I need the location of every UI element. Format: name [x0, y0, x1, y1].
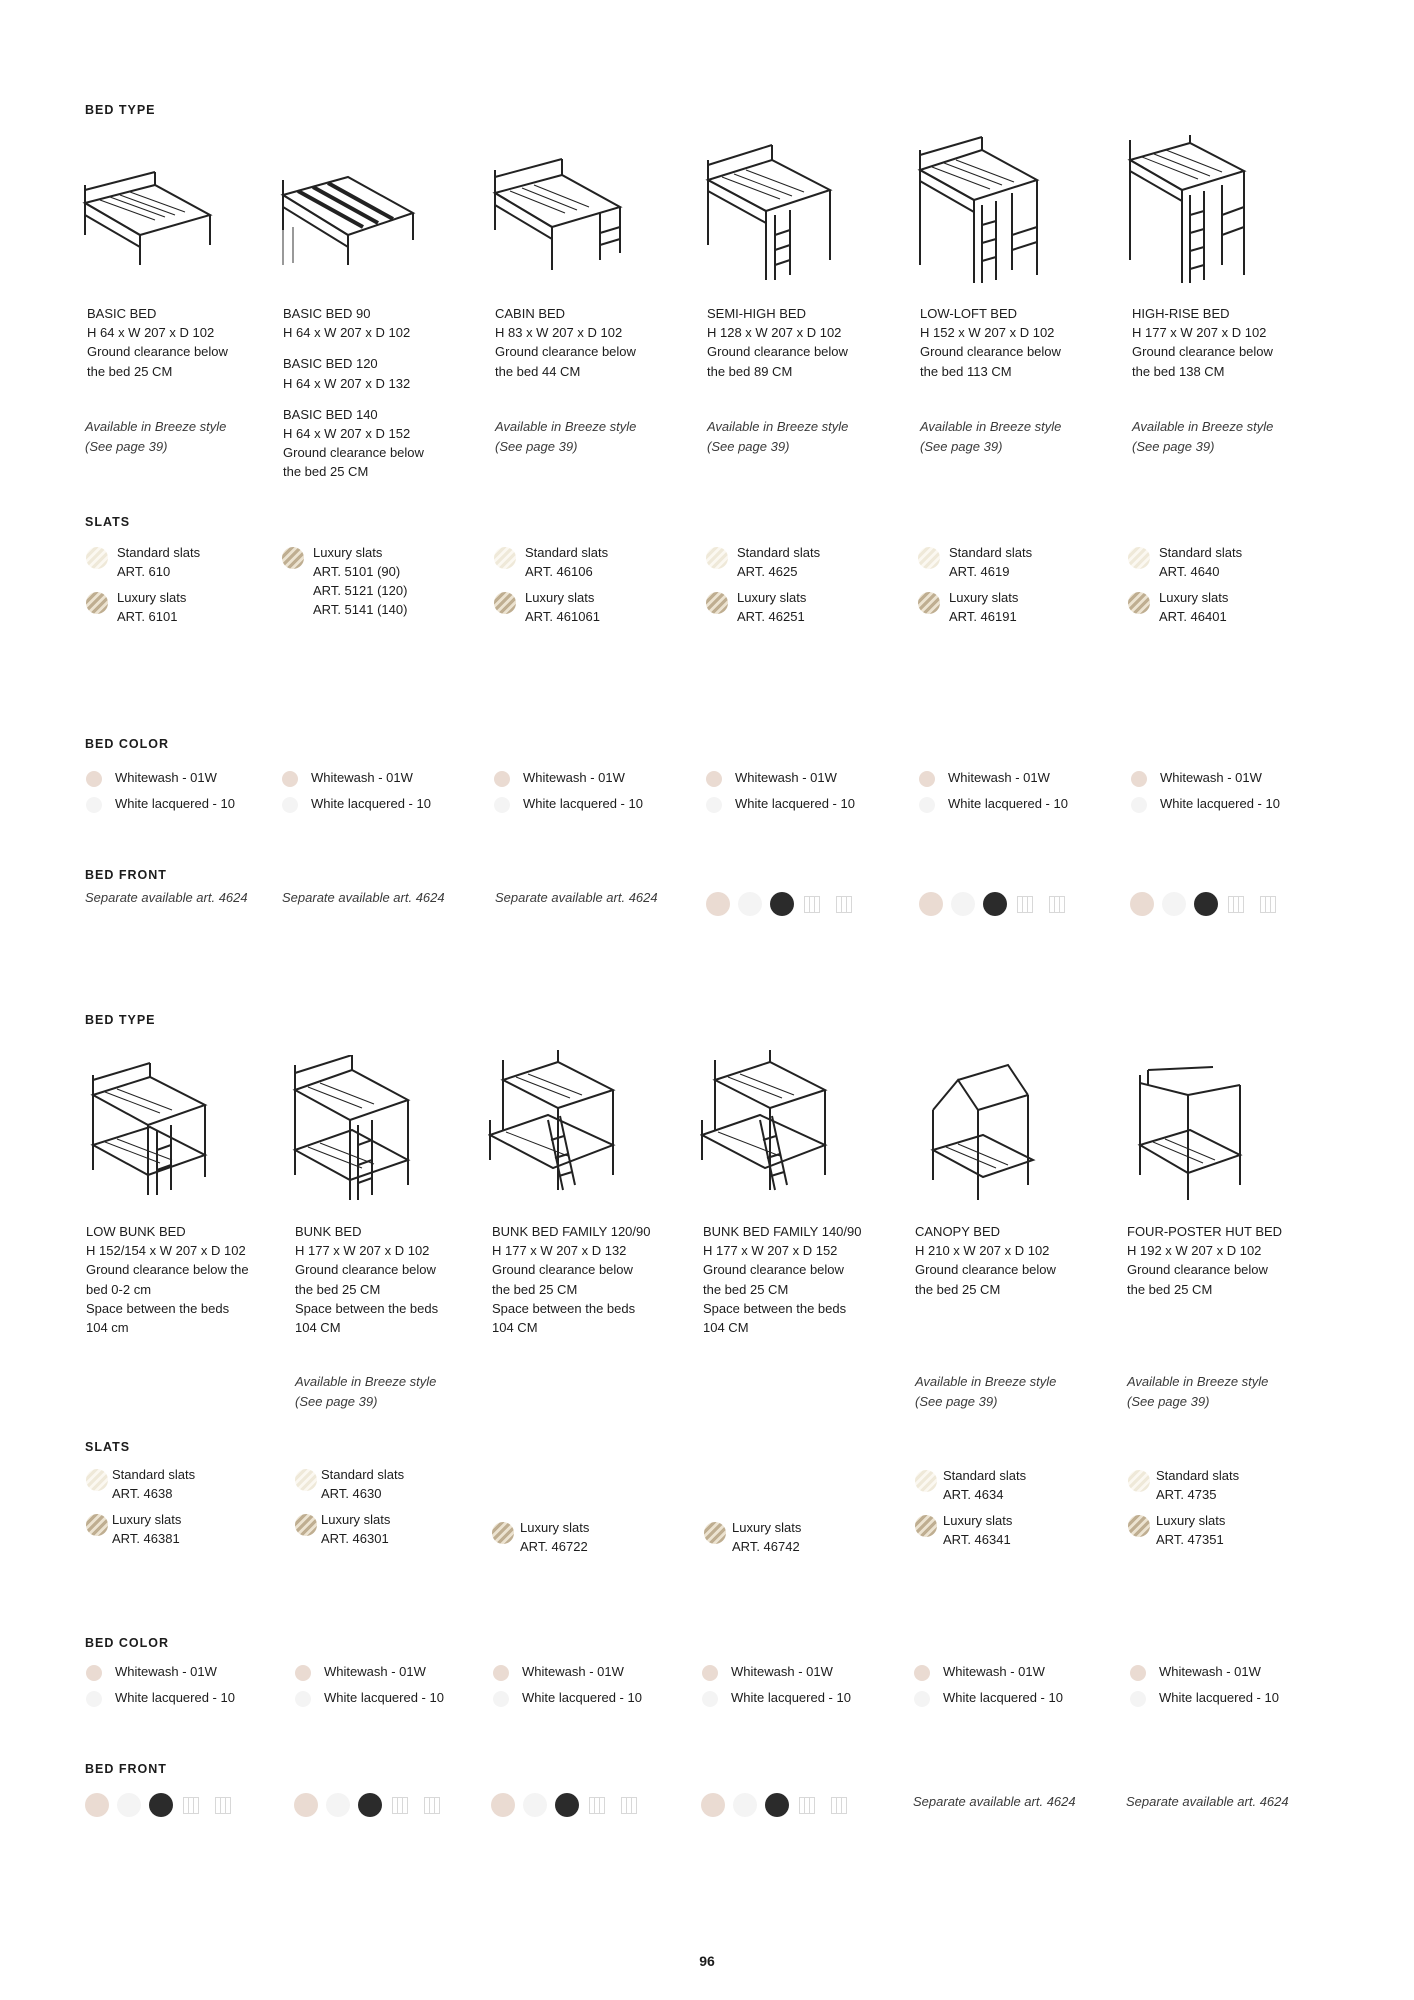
bed-description: CABIN BED H 83 x W 207 x D 102 Ground clearance below the bed 44 CM: [495, 306, 636, 379]
whitewash-front-swatch: [701, 1793, 725, 1817]
bunk-bed-family-140-90-icon: [700, 1050, 840, 1200]
white-front-swatch: [326, 1793, 350, 1817]
luxury-slats-swatch: [86, 592, 108, 614]
white-lacquered-swatch: [919, 797, 935, 813]
front-note: Separate available art. 4624: [85, 890, 248, 905]
white-lacquered-swatch: [1130, 1691, 1146, 1707]
white-front-swatch: [738, 892, 762, 916]
black-front-swatch: [555, 1793, 579, 1817]
luxury-slats-swatch: [295, 1514, 317, 1536]
black-front-swatch: [358, 1793, 382, 1817]
bed-front-heading: BED FRONT: [85, 1762, 167, 1776]
whitewash-swatch: [86, 771, 102, 787]
slats-heading: SLATS: [85, 515, 131, 529]
luxury-slats-swatch: [1128, 1515, 1150, 1537]
whitewash-front-swatch: [491, 1793, 515, 1817]
luxury-slats-swatch: [86, 1514, 108, 1536]
black-front-swatch: [1194, 892, 1218, 916]
whitewash-front-swatch: [1130, 892, 1154, 916]
breeze-note: Available in Breeze style (See page 39): [85, 419, 227, 454]
standard-slats-swatch: [706, 547, 728, 569]
bed-color-heading: BED COLOR: [85, 737, 169, 751]
bed-description: CANOPY BED H 210 x W 207 x D 102 Ground clearance below the bed 25 CM: [915, 1224, 1056, 1297]
basic-bed-90-icon: [278, 135, 418, 285]
low-loft-bed-icon: [912, 135, 1052, 285]
white-lacquered-swatch: [295, 1691, 311, 1707]
luxury-slats-swatch: [494, 592, 516, 614]
whitewash-front-swatch: [706, 892, 730, 916]
four-poster-hut-bed-icon: [1128, 1055, 1268, 1205]
bed-description: BASIC BED H 64 x W 207 x D 102 Ground clearance below the bed 25 CM: [87, 306, 228, 379]
bunk-bed-icon: [290, 1055, 430, 1205]
standard-slats-swatch: [86, 547, 108, 569]
white-lacquered-swatch: [706, 797, 722, 813]
white-front-swatch: [951, 892, 975, 916]
front-panel-icon: [1017, 896, 1033, 913]
whitewash-swatch: [295, 1665, 311, 1681]
white-lacquered-swatch: [702, 1691, 718, 1707]
breeze-note: Available in Breeze style (See page 39): [1132, 419, 1274, 454]
bunk-bed-family-120-90-icon: [488, 1050, 628, 1200]
white-lacquered-swatch: [1131, 797, 1147, 813]
front-panel-icon: [621, 1797, 637, 1814]
bed-type-heading: BED TYPE: [85, 1013, 156, 1027]
bed-description: BUNK BED FAMILY 140/90 H 177 x W 207 x D 152 Ground clearance below the bed 25 CM Space between the beds 104 CM: [703, 1224, 862, 1336]
front-panel-icon: [1260, 896, 1276, 913]
front-panel-icon: [589, 1797, 605, 1814]
canopy-bed-icon: [918, 1055, 1058, 1205]
breeze-note: Available in Breeze style (See page 39): [915, 1374, 1057, 1409]
bed-description: FOUR-POSTER HUT BED H 192 x W 207 x D 102 Ground clearance below the bed 25 CM: [1127, 1224, 1283, 1297]
bed-description: HIGH-RISE BED H 177 x W 207 x D 102 Ground clearance below the bed 138 CM: [1132, 306, 1273, 379]
breeze-note: Available in Breeze style (See page 39): [295, 1374, 437, 1409]
front-panel-icon: [183, 1797, 199, 1814]
breeze-note: Available in Breeze style (See page 39): [495, 419, 637, 454]
black-front-swatch: [983, 892, 1007, 916]
luxury-slats-swatch: [1128, 592, 1150, 614]
whitewash-front-swatch: [85, 1793, 109, 1817]
standard-slats-swatch: [1128, 547, 1150, 569]
low-bunk-bed-icon: [85, 1055, 225, 1205]
standard-slats-swatch: [86, 1469, 108, 1491]
standard-slats-swatch: [915, 1470, 937, 1492]
bed-color-heading: BED COLOR: [85, 1636, 169, 1650]
luxury-slats-swatch: [706, 592, 728, 614]
standard-slats-swatch: [295, 1469, 317, 1491]
bed-description: LOW BUNK BED H 152/154 x W 207 x D 102 Ground clearance below the bed 0-2 cm Space between the beds 104 cm: [86, 1224, 249, 1336]
luxury-slats-swatch: [918, 592, 940, 614]
white-front-swatch: [1162, 892, 1186, 916]
luxury-slats-swatch: [704, 1522, 726, 1544]
bed-type-heading: BED TYPE: [85, 103, 156, 117]
whitewash-swatch: [702, 1665, 718, 1681]
bed-description: BUNK BED H 177 x W 207 x D 102 Ground clearance below the bed 25 CM Space between the beds 104 CM: [295, 1224, 439, 1336]
whitewash-swatch: [706, 771, 722, 787]
white-lacquered-swatch: [86, 797, 102, 813]
front-panel-icon: [804, 896, 820, 913]
slats-heading: SLATS: [85, 1440, 131, 1454]
whitewash-swatch: [86, 1665, 102, 1681]
whitewash-swatch: [282, 771, 298, 787]
white-lacquered-swatch: [493, 1691, 509, 1707]
semi-high-bed-icon: [700, 135, 840, 285]
front-panel-icon: [392, 1797, 408, 1814]
white-lacquered-swatch: [494, 797, 510, 813]
whitewash-swatch: [914, 1665, 930, 1681]
black-front-swatch: [149, 1793, 173, 1817]
front-panel-icon: [836, 896, 852, 913]
white-lacquered-swatch: [914, 1691, 930, 1707]
front-panel-icon: [831, 1797, 847, 1814]
black-front-swatch: [770, 892, 794, 916]
front-note: Separate available art. 4624: [282, 890, 445, 905]
whitewash-front-swatch: [294, 1793, 318, 1817]
whitewash-swatch: [494, 771, 510, 787]
basic-bed-icon: [80, 135, 220, 285]
luxury-slats-swatch: [915, 1515, 937, 1537]
bed-description: LOW-LOFT BED H 152 x W 207 x D 102 Ground clearance below the bed 113 CM: [920, 306, 1061, 379]
whitewash-swatch: [1130, 1665, 1146, 1681]
whitewash-swatch: [919, 771, 935, 787]
front-note: Separate available art. 4624: [495, 890, 658, 905]
black-front-swatch: [765, 1793, 789, 1817]
whitewash-front-swatch: [919, 892, 943, 916]
bed-description: BASIC BED 90 H 64 x W 207 x D 102 BASIC BED 120 H 64 x W 207 x D 132 BASIC BED 140 H 64 x W 207 x D 152 Ground clearance below the bed 25 CM: [283, 306, 424, 480]
bed-description: SEMI-HIGH BED H 128 x W 207 x D 102 Ground clearance below the bed 89 CM: [707, 306, 848, 379]
whitewash-swatch: [1131, 771, 1147, 787]
white-front-swatch: [733, 1793, 757, 1817]
front-panel-icon: [215, 1797, 231, 1814]
front-panel-icon: [1049, 896, 1065, 913]
white-front-swatch: [523, 1793, 547, 1817]
standard-slats-swatch: [494, 547, 516, 569]
front-panel-icon: [799, 1797, 815, 1814]
front-panel-icon: [424, 1797, 440, 1814]
cabin-bed-icon: [490, 135, 630, 285]
breeze-note: Available in Breeze style (See page 39): [1127, 1374, 1269, 1409]
luxury-slats-swatch: [282, 547, 304, 569]
front-note: Separate available art. 4624: [913, 1794, 1076, 1809]
front-panel-icon: [1228, 896, 1244, 913]
standard-slats-swatch: [1128, 1470, 1150, 1492]
front-note: Separate available art. 4624: [1126, 1794, 1289, 1809]
bed-description: BUNK BED FAMILY 120/90 H 177 x W 207 x D 132 Ground clearance below the bed 25 CM Space between the beds 104 CM: [492, 1224, 651, 1336]
bed-front-heading: BED FRONT: [85, 868, 167, 882]
white-lacquered-swatch: [282, 797, 298, 813]
high-rise-bed-icon: [1122, 135, 1262, 285]
luxury-slats-swatch: [492, 1522, 514, 1544]
page-number: 96: [699, 1953, 715, 1969]
white-lacquered-swatch: [86, 1691, 102, 1707]
white-front-swatch: [117, 1793, 141, 1817]
breeze-note: Available in Breeze style (See page 39): [920, 419, 1062, 454]
breeze-note: Available in Breeze style (See page 39): [707, 419, 849, 454]
standard-slats-swatch: [918, 547, 940, 569]
whitewash-swatch: [493, 1665, 509, 1681]
